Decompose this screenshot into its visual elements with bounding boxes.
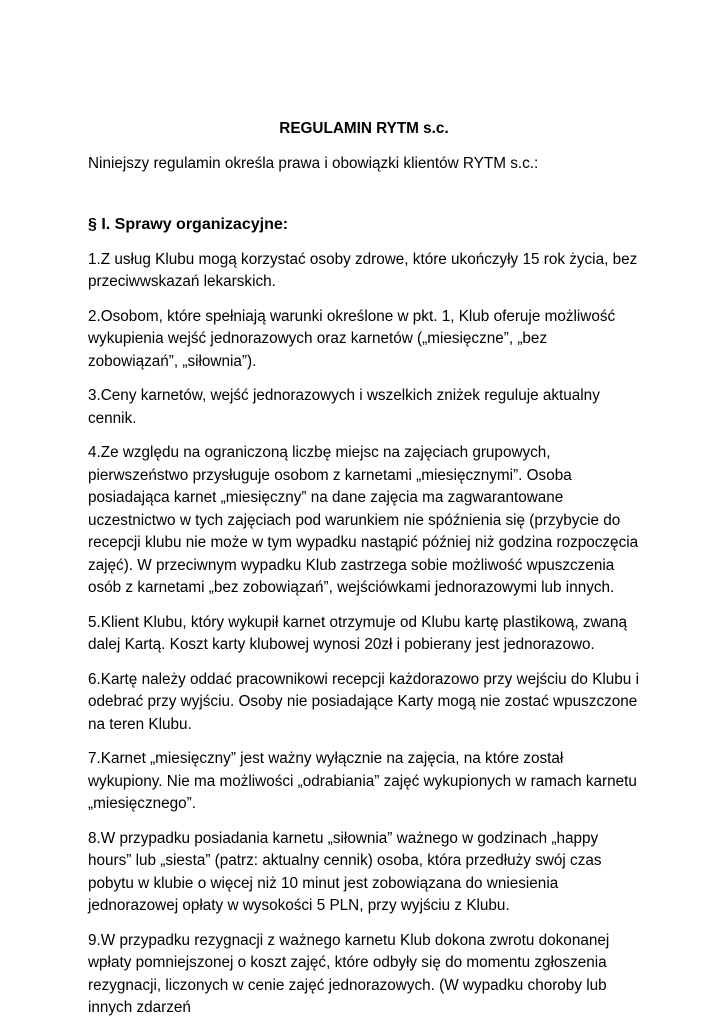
paragraph-9: 9.W przypadku rezygnacji z ważnego karnetu Klub dokona zwrotu dokonanej wpłaty pomniejszonej o koszt zajęć, które odbyły się do momentu zgłoszenia rezygnacji, liczonych w cenie zajęć jednorazowych. (W wypadku choroby lub innych zdarzeń: [88, 931, 610, 1016]
document-title: REGULAMIN RYTM s.c.: [279, 120, 449, 137]
paragraph-1: 1.Z usług Klubu mogą korzystać osoby zdrowe, które ukończyły 15 rok życia, bez przeciwwskazań lekarskich.: [88, 250, 638, 290]
document-intro: Niniejszy regulamin określa prawa i obowiązki klientów RYTM s.c.:: [88, 154, 539, 172]
paragraph-6: 6.Kartę należy oddać pracownikowi recepcji każdorazowo przy wejściu do Klubu i odebrać przy wyjściu. Osoby nie posiadające Karty mogą nie zostać wpuszczone na teren Klubu.: [88, 670, 639, 733]
paragraph-7: 7.Karnet „miesięczny” jest ważny wyłącznie na zajęcia, na które został wykupiony. Nie ma możliwości „odrabiania” zajęć wykupionych w ramach karnetu „miesięcznego”.: [88, 750, 637, 812]
paragraph-4: 4.Ze względu na ograniczoną liczbę miejsc na zajęciach grupowych, pierwszeństwo przysługuje osobom z karnetami „miesięcznymi”. Osoba posiadająca karnet „miesięczny” na dane zajęcia ma zagwarantowane uczestnictwo w tych zajęciach pod warunkiem nie spóźnienia się (przybycie do recepcji klubu nie może w tym wypadku nastąpić później niż godzina rozpoczęcia zajęć). W przeciwnym wypadku Klub zastrzega sobie możliwość wpuszczenia osób z karnetami „bez zobowiązań”, wejściówkami jednorazowymi lub innych.: [88, 444, 639, 596]
paragraph-8: 8.W przypadku posiadania karnetu „siłownia” ważnego w godzinach „happy hours” lub „siesta” (patrz: aktualny cennik) osoba, która przedłuży swój czas pobytu w klubie o więcej niż 10 minut jest zobowiązana do wniesienia jednorazowej opłaty w wysokości 5 PLN, przy wyjściu z Klubu.: [88, 829, 602, 914]
document-body: [88, 118, 640, 1032]
paragraph-5: 5.Klient Klubu, który wykupił karnet otrzymuje od Klubu kartę plastikową, zwaną dalej Kartą. Koszt karty klubowej wynosi 20zł i pobierany jest jednorazowo.: [88, 613, 628, 653]
paragraph-3: 3.Ceny karnetów, wejść jednorazowych i wszelkich zniżek reguluje aktualny cennik.: [88, 387, 600, 427]
paragraph-2: 2.Osobom, które spełniają warunki określone w pkt. 1, Klub oferuje możliwość wykupienia wejść jednorazowych oraz karnetów („miesięczne”, „bez zobowiązań”, „siłownia”).: [88, 307, 616, 370]
section-heading: § I. Sprawy organizacyjne:: [88, 216, 289, 233]
